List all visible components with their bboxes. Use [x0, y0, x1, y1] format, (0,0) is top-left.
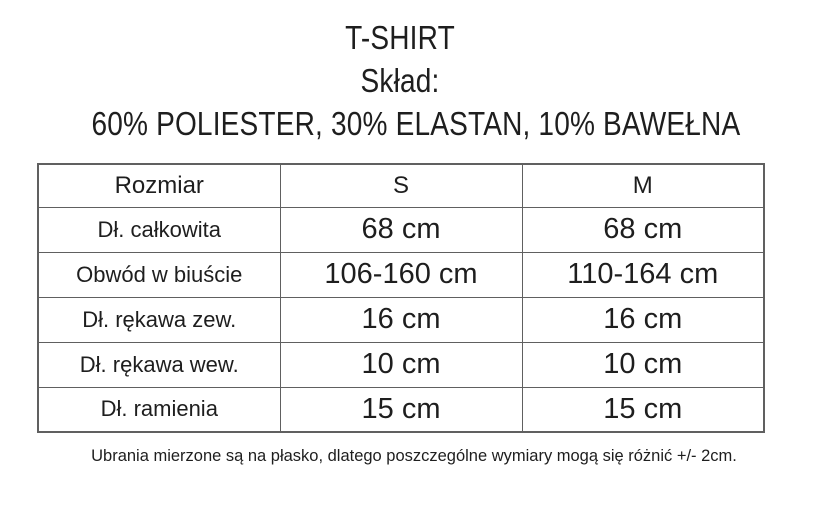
table-row-bust-circumference: [38, 252, 764, 297]
table-row-shoulder-length: [38, 387, 764, 432]
column-header-rozmiar: Rozmiar: [38, 164, 280, 207]
cell-value: 10 cm: [522, 342, 764, 387]
row-label: Dł. ramienia: [38, 387, 280, 432]
cell-value: 15 cm: [522, 387, 764, 432]
column-header-size-s: S: [280, 164, 522, 207]
table-header-row: [38, 164, 764, 207]
row-label: Dł. rękawa wew.: [38, 342, 280, 387]
header: [37, 0, 763, 145]
cell-value: 15 cm: [280, 387, 522, 432]
composition-heading: Skład:: [360, 62, 440, 99]
row-label: Obwód w biuście: [38, 252, 280, 297]
cell-value: 10 cm: [280, 342, 522, 387]
cell-value: 68 cm: [522, 207, 764, 252]
table-row-outer-sleeve-length: [38, 297, 764, 342]
size-chart-content: [37, 0, 763, 433]
cell-value: 68 cm: [280, 207, 522, 252]
row-label: Dł. rękawa zew.: [38, 297, 280, 342]
measurement-disclaimer: Ubrania mierzone są na płasko, dlatego poszczególne wymiary mogą się różnić +/- 2cm.: [91, 446, 737, 465]
column-header-size-m: M: [522, 164, 764, 207]
table-row-total-length: [38, 207, 764, 252]
cell-value: 110-164 cm: [522, 252, 764, 297]
product-title: T-SHIRT: [345, 19, 455, 56]
row-label: Dł. całkowita: [38, 207, 280, 252]
composition-text: 60% POLIESTER, 30% ELASTAN, 10% BAWEŁNA: [91, 105, 741, 142]
cell-value: 16 cm: [522, 297, 764, 342]
cell-value: 106-160 cm: [280, 252, 522, 297]
size-table: [37, 163, 765, 433]
cell-value: 16 cm: [280, 297, 522, 342]
table-row-inner-sleeve-length: [38, 342, 764, 387]
